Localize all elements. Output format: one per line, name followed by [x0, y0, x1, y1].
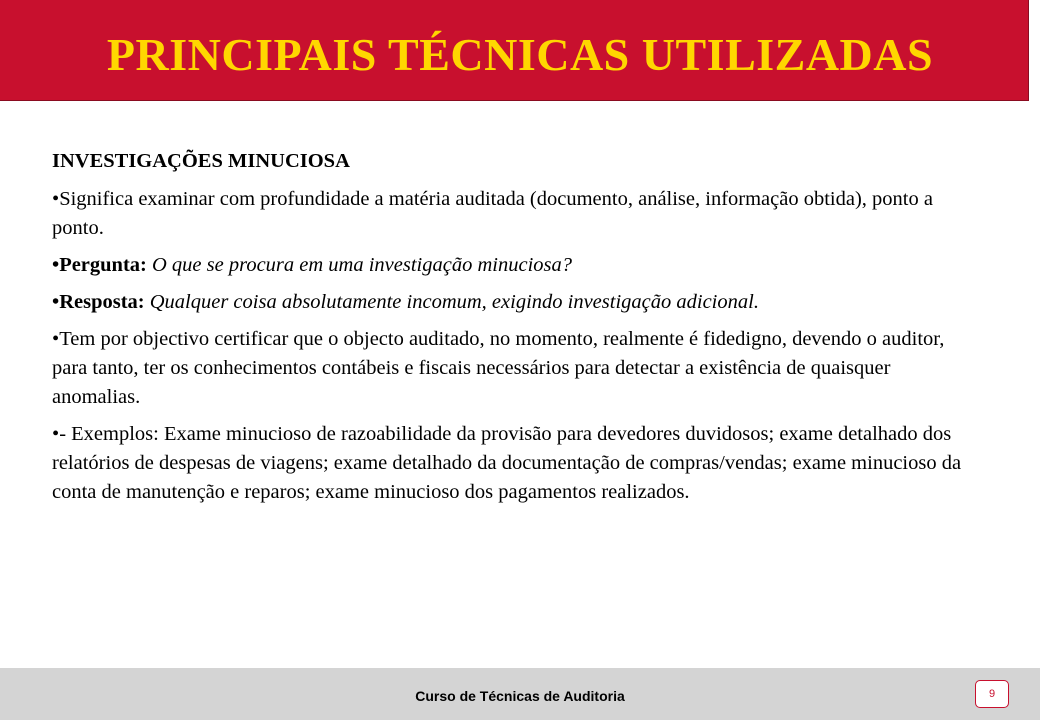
paragraph-objective [52, 325, 972, 412]
course-name: Curso de Técnicas de Auditoria [415, 688, 625, 704]
bullet: • [52, 254, 60, 276]
bullet: • [52, 291, 60, 313]
answer-label: Resposta: [59, 291, 145, 313]
slide-title: PRINCIPAIS TÉCNICAS UTILIZADAS [106, 29, 934, 80]
paragraph-answer [52, 288, 972, 317]
bullet: • [52, 328, 60, 350]
paragraph-question [52, 251, 972, 280]
question-text: O que se procura em uma investigação minuciosa? [152, 254, 572, 276]
footer-bar [0, 668, 1040, 720]
objective-text: Tem por objectivo certificar que o objecto auditado, no momento, realmente é fidedigno, devendo o auditor, para tanto, ter os conhecimentos contábeis e fiscais necessários para detectar a existência de quaisquer anomalias. [52, 328, 945, 408]
answer-text: Qualquer coisa absolutamente incomum, exigindo investigação adicional. [149, 291, 759, 313]
bullet: • [52, 423, 60, 445]
page-number: 9 [975, 680, 1009, 708]
definition-text: Significa examinar com profundidade a matéria auditada (documento, análise, informação obtida), ponto a ponto. [52, 188, 933, 239]
question-label: Pergunta: [59, 254, 147, 276]
paragraph-examples [52, 420, 972, 507]
section-heading: INVESTIGAÇÕES MINUCIOSA [52, 150, 350, 172]
paragraph-definition [52, 185, 972, 243]
examples-text: - Exemplos: Exame minucioso de razoabilidade da provisão para devedores duvidosos; exame detalhado dos relatórios de despesas de viagens; exame detalhado da documentação de compras/vendas; exame minucioso da conta de manutenção e reparos; exame minucioso dos pagamentos realizados. [52, 423, 962, 503]
bullet: • [52, 188, 60, 210]
slide-body [52, 147, 972, 515]
